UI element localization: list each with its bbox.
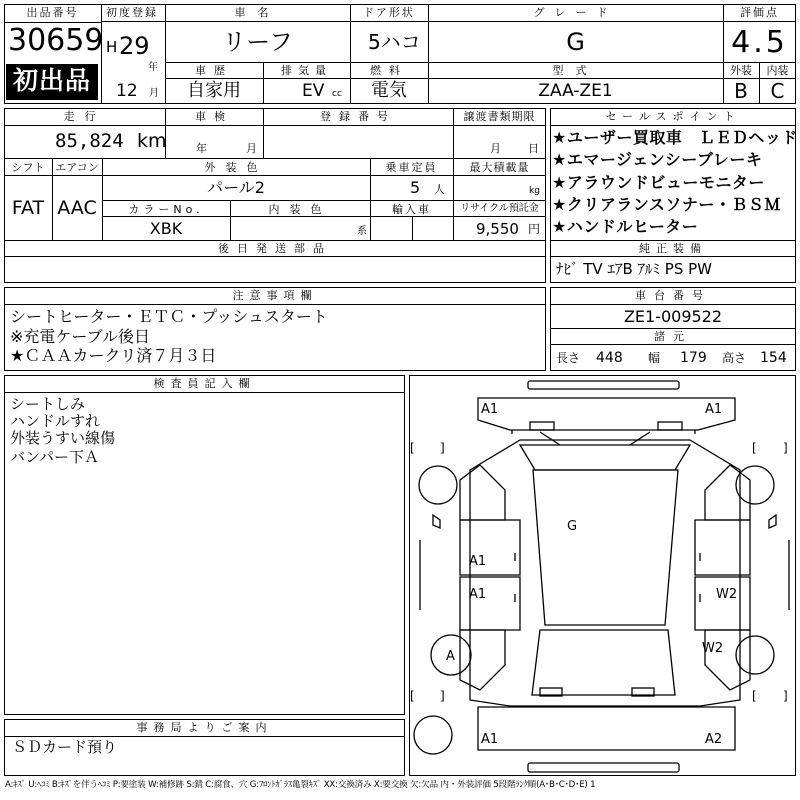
shift: FAT bbox=[11, 197, 45, 219]
mileage: 85,824 bbox=[55, 130, 124, 152]
recycle-deposit: 9,550 bbox=[476, 220, 519, 238]
year-unit: 年 bbox=[148, 62, 158, 73]
equipment: ﾅﾋﾞ TV ｴｱB ｱﾙﾐ PS PW bbox=[556, 260, 712, 278]
mark-left-rear-door: A1 bbox=[469, 587, 487, 602]
office-label: 事務局よりご案内 bbox=[136, 721, 273, 734]
sales-points-label: セールスポイント bbox=[605, 110, 741, 123]
transfer-month-unit: 月 bbox=[490, 142, 501, 155]
door-type-label: ドア形状 bbox=[363, 6, 415, 19]
sales-point-item: ★アラウンドビューモニター bbox=[552, 173, 765, 192]
registration-month: 12 bbox=[116, 81, 138, 101]
svg-text:]: ] bbox=[783, 441, 788, 455]
grade: G bbox=[566, 28, 585, 56]
svg-text:[: [ bbox=[752, 441, 757, 455]
fuel: 電気 bbox=[371, 80, 407, 101]
capacity: 5 bbox=[410, 178, 421, 197]
mark-right-rear-door: W2 bbox=[716, 587, 738, 602]
inspector-line: バンパー下Ａ bbox=[10, 448, 99, 466]
displacement: EV bbox=[302, 81, 325, 101]
equipment-label: 純正装備 bbox=[639, 242, 707, 255]
mark-roof: G bbox=[567, 519, 578, 534]
lot-number: 30659 bbox=[8, 23, 104, 58]
legend: A:ｷｽﾞ U:ﾍｺﾐ B:ｷｽﾞを伴うﾍｺﾐ P:要塗装 W:補修跡 S:錆 C:腐食、穴 G:ﾌﾛﾝﾄｶﾞﾗｽ亀裂ｷｽﾞ XX:交換済み X:要交換 欠:欠品 内・外装評価 5段階ﾗﾝｸ順(A･B･C･D･E) 1 bbox=[5, 780, 596, 790]
front-right-wheel-outline bbox=[736, 466, 774, 504]
max-load-label: 最大積載量 bbox=[469, 161, 530, 174]
inspector-line: シートしみ bbox=[10, 395, 86, 413]
inspector-line: 外装うすい線傷 bbox=[10, 429, 116, 447]
first-registration-label: 初度登録 bbox=[106, 6, 158, 19]
later-parts-label: 後日発送部品 bbox=[218, 242, 332, 255]
score-label: 評価点 bbox=[740, 6, 779, 19]
right-front-door-outline bbox=[695, 520, 750, 575]
mark-left-rear-wheel: A bbox=[446, 649, 455, 664]
dimensions-label: 諸元 bbox=[654, 330, 692, 343]
car-name: リーフ bbox=[222, 28, 293, 56]
registration-year: 29 bbox=[119, 32, 150, 60]
inspector-label: 検査員記入欄 bbox=[153, 377, 256, 390]
history-label: 車歴 bbox=[195, 64, 233, 77]
transfer-day-unit: 日 bbox=[528, 142, 539, 155]
note-line: シートヒーター・ＥＴＣ・プッシュスタート bbox=[10, 307, 328, 326]
max-load-unit: kg bbox=[529, 186, 540, 196]
sales-point-item: ★ハンドルヒーター bbox=[552, 217, 699, 236]
mileage-unit: km bbox=[137, 130, 167, 152]
door-type: 5ハコ bbox=[368, 30, 421, 54]
model-label: 型式 bbox=[552, 64, 599, 77]
rear-bar-outline bbox=[528, 763, 679, 772]
aircon-label: エアコン bbox=[55, 161, 99, 174]
notes-label: 注意事項欄 bbox=[232, 289, 318, 302]
front-left-wheel-outline bbox=[419, 466, 457, 504]
svg-text:]: ] bbox=[440, 689, 445, 703]
interior-color-unit: 系 bbox=[357, 226, 367, 237]
recycle-deposit-unit: 円 bbox=[528, 222, 541, 236]
body-outline bbox=[470, 440, 740, 706]
sales-point-item: ★エマージェンシーブレーキ bbox=[552, 150, 763, 169]
height-label: 高さ bbox=[722, 351, 747, 365]
exterior-grade-label: 外装 bbox=[730, 64, 752, 77]
interior-color-label: 内装色 bbox=[268, 203, 332, 216]
aircon: AAC bbox=[57, 197, 97, 219]
import-car-label: 輸入車 bbox=[392, 203, 431, 216]
spare-wheel-outline bbox=[414, 716, 452, 754]
windshield-outline bbox=[520, 445, 690, 470]
sales-point-item: ★クリアランスソナー・ＢＳＭ bbox=[552, 195, 781, 214]
note-line: ★ＣＡＡカークリ済７月３日 bbox=[10, 346, 217, 365]
car-history: 自家用 bbox=[187, 80, 241, 101]
inspection-year-unit: 年 bbox=[196, 142, 207, 155]
height: 154 bbox=[760, 350, 787, 366]
width-label: 幅 bbox=[648, 351, 661, 365]
registration-number-label: 登録番号 bbox=[320, 110, 396, 123]
length: 448 bbox=[596, 350, 623, 366]
inspection-label: 車検 bbox=[195, 110, 233, 123]
interior-grade: C bbox=[770, 79, 785, 103]
mark-rear-left: A1 bbox=[481, 732, 499, 747]
shift-label: シフト bbox=[11, 161, 45, 174]
recycle-deposit-label: リサイクル預託金 bbox=[460, 203, 539, 214]
color-number-label: カラーNo. bbox=[128, 203, 204, 216]
sales-point-item: ★ユーザー買取車 ＬＥＤヘッド bbox=[552, 128, 798, 147]
color-number: XBK bbox=[149, 219, 183, 238]
right-rear-door-outline bbox=[695, 577, 750, 630]
left-rear-door-outline bbox=[460, 577, 520, 630]
svg-text:]: ] bbox=[440, 441, 445, 455]
width: 179 bbox=[680, 350, 707, 366]
era: H bbox=[106, 38, 118, 56]
length-label: 長さ bbox=[556, 351, 581, 365]
svg-text:[: [ bbox=[752, 689, 757, 703]
transfer-deadline-label: 譲渡書類期限 bbox=[463, 110, 536, 123]
roof-outline bbox=[533, 470, 678, 625]
front-bumper-outline bbox=[478, 398, 735, 430]
capacity-label: 乗車定員 bbox=[385, 161, 438, 174]
first-listing-badge: 初出品 bbox=[6, 64, 98, 100]
exterior-color: パール2 bbox=[207, 178, 265, 197]
grade-label: グレード bbox=[533, 6, 618, 19]
rear-bumper-outline bbox=[478, 707, 735, 750]
mark-rear-right: A2 bbox=[705, 732, 723, 747]
lot-number-label: 出品番号 bbox=[26, 6, 79, 19]
car-damage-diagram bbox=[409, 375, 796, 776]
chassis-number-label: 車台番号 bbox=[635, 289, 711, 302]
capacity-unit: 人 bbox=[434, 183, 445, 196]
inspection-month-unit: 月 bbox=[246, 142, 257, 155]
fuel-label: 燃料 bbox=[370, 64, 408, 77]
mileage-label: 走行 bbox=[63, 110, 106, 123]
mark-front-left: A1 bbox=[481, 402, 499, 417]
note-line: ※充電ケーブル後日 bbox=[10, 327, 150, 346]
exterior-grade: B bbox=[734, 79, 748, 103]
svg-text:]: ] bbox=[783, 689, 788, 703]
displacement-unit: cc bbox=[332, 89, 342, 99]
front-bar-outline bbox=[528, 381, 679, 389]
chassis-number: ZE1-009522 bbox=[623, 307, 723, 326]
mark-front-right: A1 bbox=[705, 402, 723, 417]
svg-text:[: [ bbox=[410, 689, 415, 703]
mark-left-front-door: A1 bbox=[469, 554, 487, 569]
mark-right-rear-fender: W2 bbox=[702, 641, 724, 656]
car-name-label: 車名 bbox=[234, 6, 281, 19]
inspector-line: ハンドルすれ bbox=[10, 412, 101, 430]
rear-window-outline bbox=[532, 630, 675, 695]
model-code: ZAA-ZE1 bbox=[538, 81, 613, 101]
interior-grade-label: 内装 bbox=[766, 64, 789, 77]
rear-right-wheel-outline bbox=[736, 636, 774, 674]
svg-text:[: [ bbox=[410, 441, 415, 455]
overall-score: 4.5 bbox=[731, 25, 788, 60]
month-unit: 月 bbox=[149, 88, 159, 99]
exterior-color-label: 外装色 bbox=[204, 161, 268, 174]
displacement-label: 排気量 bbox=[281, 64, 332, 77]
office-message: ＳＤカード預り bbox=[12, 738, 118, 756]
